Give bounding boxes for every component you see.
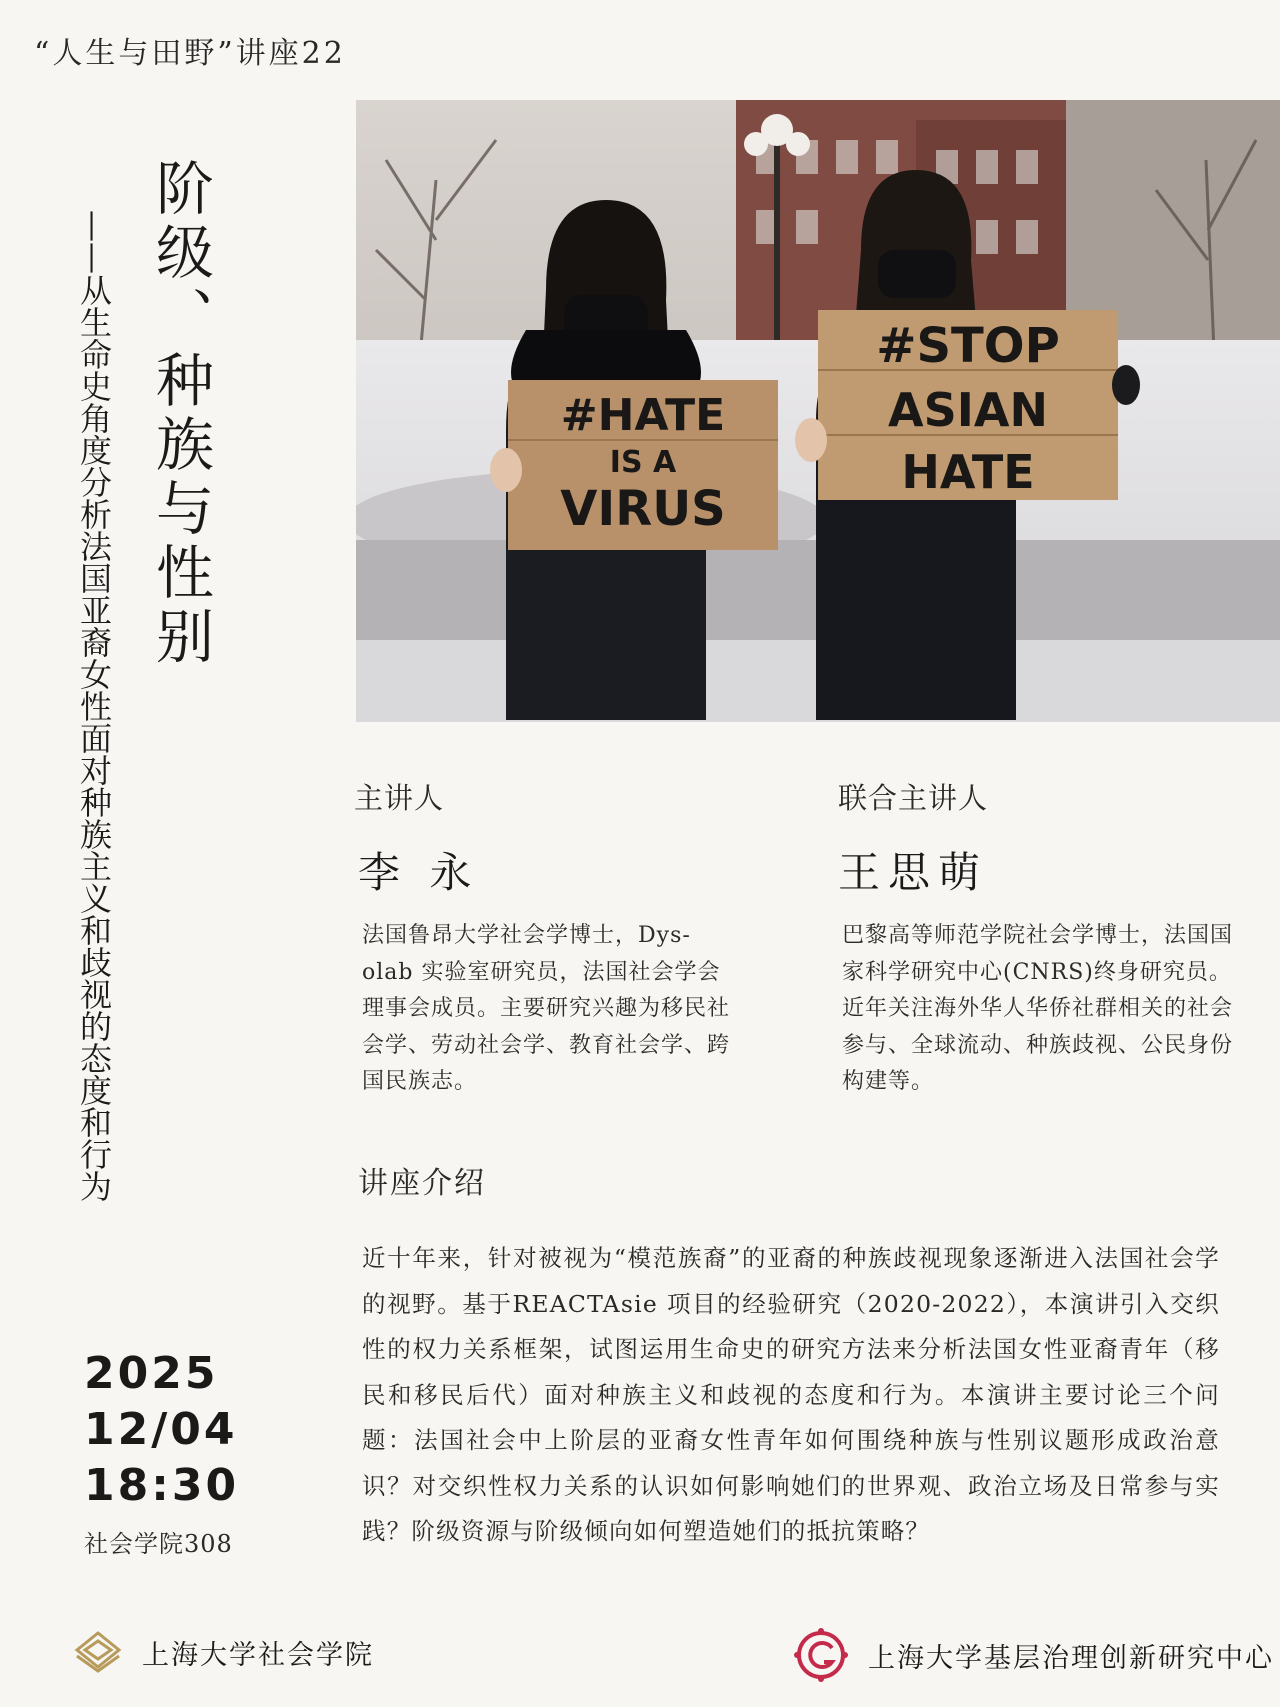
- intro-heading: 讲座介绍: [358, 1166, 486, 1201]
- speaker-label: 主讲人: [354, 781, 445, 815]
- event-time: 18:30: [84, 1460, 240, 1511]
- school-emblem-icon: [74, 1630, 122, 1674]
- sign-left-line-3: VIRUS: [560, 481, 726, 537]
- center-name: 上海大学基层治理创新研究中心: [868, 1642, 1274, 1674]
- co-speaker-label: 联合主讲人: [838, 781, 989, 815]
- school-name: 上海大学社会学院: [142, 1639, 374, 1671]
- event-date: 12/04: [84, 1404, 238, 1455]
- sub-title: ——从生命史角度分析法国亚裔女性面对种族主义和歧视的态度和行为: [75, 210, 113, 1202]
- sign-right-line-3: HATE: [901, 445, 1035, 499]
- speaker-name: 李 永: [358, 848, 480, 897]
- school-logo: [74, 1630, 374, 1674]
- event-year: 2025: [84, 1348, 219, 1399]
- center-logo: [794, 1628, 1274, 1682]
- sign-left-line-2: IS A: [609, 445, 677, 480]
- intro-text: 近十年来，针对被视为“模范族裔”的亚裔的种族歧视现象逐渐进入法国社会学的视野。基于REACTAsie 项目的经验研究（2020-2022），本演讲引入交织性的权力关系框架，试图运用生命史的研究方法来分析法国女性亚裔青年（移民和移民后代）面对种族主义和歧视的态度和行为。本演讲主要讨论三个问题：法国社会中上阶层的亚裔女性青年如何围绕种族与性别议题形成政治意识？对交织性权力关系的认识如何影响她们的世界观、政治立场及日常参与实践？阶级资源与阶级倾向如何塑造她们的抵抗策略？: [362, 1244, 1220, 1545]
- sign-right-line-2: ASIAN: [888, 383, 1048, 437]
- sign-left-line-1: #HATE: [560, 390, 726, 441]
- protest-photo: [356, 100, 1280, 722]
- main-title: 阶级、种族与性别: [146, 158, 214, 670]
- speaker-bio: 法国鲁昂大学社会学博士，Dys-olab 实验室研究员，法国社会学会理事会成员。主要研究兴趣为移民社会学、劳动社会学、教育社会学、跨国民族志。: [362, 923, 731, 1094]
- co-speaker-bio: 巴黎高等师范学院社会学博士，法国国家科学研究中心(CNRS)终身研究员。近年关注海外华人华侨社群相关的社会参与、全球流动、种族歧视、公民身份构建等。: [842, 923, 1234, 1094]
- center-emblem-icon: [794, 1628, 848, 1682]
- sign-right-line-1: #STOP: [876, 318, 1060, 374]
- event-room: 社会学院308: [84, 1530, 233, 1558]
- event-datetime: [84, 1346, 239, 1559]
- series-title: “人生与田野”讲座22: [34, 36, 346, 71]
- co-speaker-name: 王思萌: [838, 848, 989, 897]
